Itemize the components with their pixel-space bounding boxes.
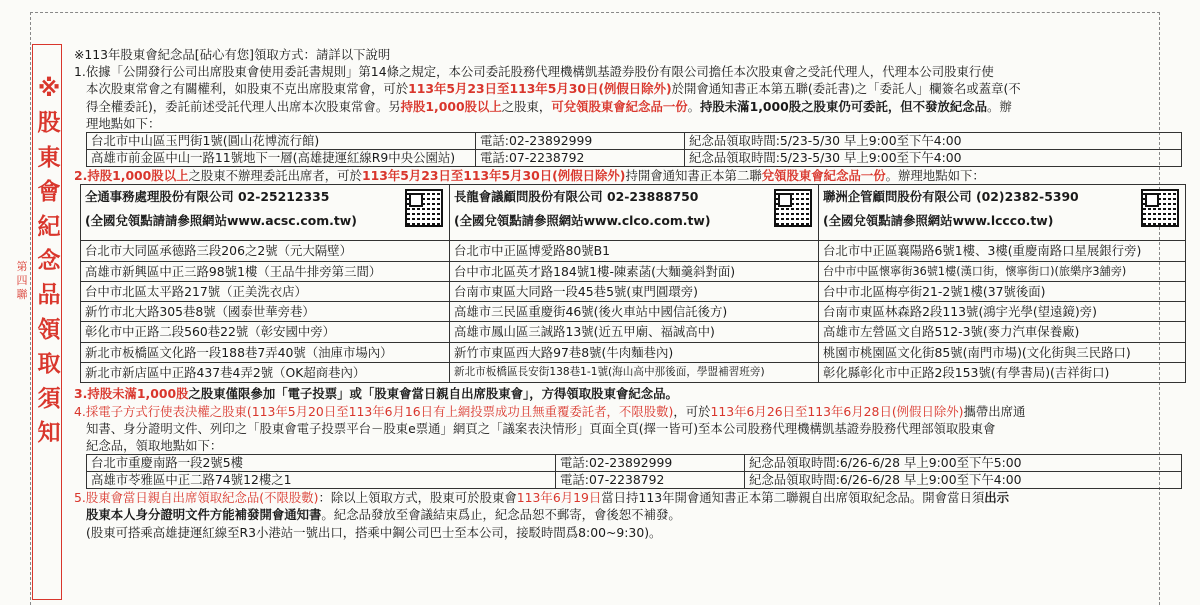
- qr-code-icon: [1141, 189, 1179, 227]
- sec2-text-b: 之股東不辦理委託出席者，可於: [188, 168, 362, 184]
- agent-address: 台南市東區大同路一段45巷5號(東門圓環旁): [450, 281, 819, 301]
- location-phone: 電話:02-23892999: [556, 455, 745, 472]
- agent-name: 長龍會議顧問股份有限公司 02-23888750: [454, 189, 699, 205]
- sec1-share-threshold: 持股1,000股以上: [400, 98, 502, 114]
- sec4-date-range: 113年6月26日至113年6月28日(例假日除外): [710, 403, 964, 419]
- sec1-text-l: 理地點如下：: [86, 115, 161, 131]
- agent-address: 台北市中正區博愛路80號B1: [450, 241, 819, 261]
- sec4-location-table: [86, 454, 1182, 489]
- location-time: 紀念品領取時間:6/26-6/28 早上9:00至下午5:00: [745, 455, 1182, 472]
- sec2-threshold: 2.持股1,000股以上: [74, 168, 189, 184]
- sec2-date-range: 113年5月23日至113年5月30日(例假日除外): [361, 168, 626, 184]
- sec5-bold-b: 股東本人身分證明文件方能補發開會通知書: [86, 507, 322, 523]
- agent-header: [450, 185, 819, 241]
- location-address: 高雄市苓雅區中正二路74號12樓之1: [87, 472, 556, 489]
- agent-address: 新北市板橋區文化路一段188巷7弄40號（油庫市場內）: [81, 342, 450, 362]
- sec1-location-table: [86, 132, 1182, 167]
- sec5-text-b: ：除以上領取方式，股東可於股東會: [318, 490, 517, 506]
- sidebar-title: ※股東會紀念品領取須知: [37, 76, 61, 447]
- table-row: [81, 342, 1186, 362]
- agent-address: 台中市北區太平路217號（正美洗衣店）: [81, 281, 450, 301]
- agent-address: 新北市新店區中正路437巷4弄2號（OK超商巷內）: [81, 363, 450, 383]
- table-row: [87, 455, 1182, 472]
- perforation-left: [30, 12, 31, 605]
- agent-header-row: [81, 185, 1186, 241]
- table-row: [81, 302, 1186, 322]
- table-row: [81, 363, 1186, 383]
- sec5-date: 113年6月19日: [516, 490, 602, 506]
- table-row: [81, 241, 1186, 261]
- sec4-text-f: 紀念品，領取地點如下：: [86, 437, 223, 453]
- sec3-text-b: 之股東僅限參加「電子投票」或「股東會當日親自出席股東會」，方得領取股東會紀念品。: [188, 386, 678, 402]
- sec5-transport-note: (股東可搭乘高雄捷運紅線至R3小港站一號出口，搭乘中鋼公司巴士至本公司，接駁時間爲8:00~9:30)。: [86, 524, 662, 540]
- location-phone: 電話:07-2238792: [476, 150, 685, 167]
- location-address: 高雄市前金區中山一路11號地下一層(高雄捷運紅線R9中央公園站): [87, 150, 476, 167]
- qr-code-icon: [405, 189, 443, 227]
- table-row: [87, 133, 1182, 150]
- sec1-bold-note: 持股未滿1,000股之股東仍可委託，但不發放紀念品: [700, 98, 988, 114]
- section-1: [74, 63, 1184, 80]
- sec1-text-k: 。辦: [987, 98, 1012, 114]
- sec4-text-d: 攜帶出席通: [963, 403, 1026, 419]
- agent-address: 新竹市東區西大路97巷8號(牛肉麵巷內): [450, 342, 819, 362]
- sec1-gift-note: 可兌領股東會紀念品一份: [551, 98, 688, 114]
- sec1-text-i: 。: [687, 98, 701, 114]
- agent-address: 台中市中區懷寧街36號1樓(漢口街，懷寧街口)(旅樂序3舖旁): [819, 261, 1186, 281]
- location-time: 紀念品領取時間:6/26-6/28 早上9:00至下午4:00: [745, 472, 1182, 489]
- sec1-text-b: 本次股東常會之有關權利，如股東不克出席股東常會，可於: [86, 81, 409, 97]
- section-2: [74, 167, 1184, 184]
- sec1-line-2: [74, 80, 1184, 97]
- sec5-onsite: 5.股東會當日親自出席領取紀念品(不限股數): [74, 490, 319, 506]
- agent-address: 高雄市左營區文自路512-3號(麥力汽車保養廠): [819, 322, 1186, 342]
- sec2-text-d: 持開會通知書正本第二聯: [625, 168, 762, 184]
- location-address: 台北市中山區玉門街1號(圓山花博流行館): [87, 133, 476, 150]
- section-4: [74, 403, 1184, 420]
- sec1-date-range: 113年5月23日至113年5月30日(例假日除外): [408, 81, 672, 97]
- location-time: 紀念品領取時間:5/23-5/30 早上9:00至下午4:00: [685, 133, 1182, 150]
- section-5: [74, 489, 1184, 506]
- sec5-line-2: [74, 506, 1184, 523]
- sec1-text-d: 於開會通知書正本第五聯(委託書)之「委託人」欄簽名或蓋章(不: [671, 81, 1021, 97]
- location-phone: 電話:07-2238792: [556, 472, 745, 489]
- agent-address: 彰化縣彰化市中正路2段153號(有學書局)(吉祥街口): [819, 363, 1186, 383]
- table-row: [87, 472, 1182, 489]
- agent-address: 新竹市北大路305巷8號（國泰世華旁巷）: [81, 302, 450, 322]
- agent-address: 台中市北區梅亭街21-2號1樓(37號後面): [819, 281, 1186, 301]
- agent-address: 台南市東區林森路2段113號(鴻宇光學(望遠鏡)旁): [819, 302, 1186, 322]
- perforation-top: [30, 12, 1160, 13]
- sec3-threshold: 3.持股未滿1,000股: [74, 386, 189, 402]
- table-row: [81, 261, 1186, 281]
- sec5-text-d: 當日持113年開會通知書正本第二聯親自出席領取紀念品。開會當日須: [601, 490, 985, 506]
- location-phone: 電話:02-23892999: [476, 133, 685, 150]
- sec5-text-g: 。紀念品發放至會議結束爲止，紀念品恕不郵寄，會後恕不補發。: [321, 507, 681, 523]
- agent-address: 高雄市鳳山區三誠路13號(近五甲廟、福誠高中): [450, 322, 819, 342]
- table-row: [81, 281, 1186, 301]
- notice-body: [74, 46, 1184, 541]
- agent-header: [819, 185, 1186, 241]
- sec4-text-e: 知書、身分證明文件、列印之「股東會電子投票平台－股東e票通」網頁之「議案表決情形」頁面全頁(擇一皆可)至本公司股務代理機構凱基證券股務代理部領取股東會: [86, 420, 996, 436]
- agent-address: 台北市大同區承德路三段206之2號（元大隔壁）: [81, 241, 450, 261]
- sec2-text-f: 。辦理地點如下：: [885, 168, 985, 184]
- sec1-line-3: [74, 98, 1184, 115]
- stub-label: 第四聯: [16, 260, 28, 301]
- sec1-text-a: 1.依據「公開發行公司出席股東會使用委託書規則」第14條之規定，本公司委託股務代理機構凱基證券股份有限公司擔任本次股東會之受託代理人，代理本公司股東行使: [74, 64, 994, 80]
- agent-header: [81, 185, 450, 241]
- agent-address: 台中市北區英才路184號1樓-陳素菡(大麵羹斜對面): [450, 261, 819, 281]
- location-time: 紀念品領取時間:5/23-5/30 早上9:00至下午4:00: [685, 150, 1182, 167]
- qr-code-icon: [774, 189, 812, 227]
- agent-website-note: (全國兌領點請請參照網站www.acsc.com.tw): [85, 213, 357, 229]
- table-row: [81, 322, 1186, 342]
- sec2-gift-note: 兌領股東會紀念品一份: [761, 168, 886, 184]
- section-3: [74, 385, 1184, 402]
- notice-header: ※113年股東會紀念品[砧心有您]領取方式：請詳以下說明: [74, 47, 391, 62]
- agent-name: 全通事務處理股份有限公司 02-25212335: [85, 189, 330, 205]
- agent-website-note: (全國兌領點請參照網站www.clco.com.tw): [454, 213, 711, 229]
- agent-address: 台北市中正區襄陽路6號1樓、3樓(重慶南路口星展銀行旁): [819, 241, 1186, 261]
- agent-website-note: (全國兌領點請參照網站www.lccco.tw): [823, 213, 1054, 229]
- sec1-text-e: 得全權委託)，委託前述受託代理人出席本次股東常會。另: [86, 98, 401, 114]
- agent-table: [80, 184, 1186, 383]
- agent-name: 聯洲企管顧問股份有限公司 (02)2382-5390: [823, 189, 1079, 205]
- sec1-text-g: 之股東，: [501, 98, 552, 114]
- sec5-bold-a: 出示: [984, 490, 1010, 506]
- agent-address: 高雄市三民區重慶街46號(後火車站中國信託後方): [450, 302, 819, 322]
- agent-address: 新北市板橋區長安街138巷1-1號(海山高中那後面，學盟補習班旁): [450, 363, 819, 383]
- table-row: [87, 150, 1182, 167]
- agent-address: 桃園市桃園區文化街85號(南門市場)(文化街與三民路口): [819, 342, 1186, 362]
- location-address: 台北市重慶南路一段2號5樓: [87, 455, 556, 472]
- sec4-text-b: ，可於: [673, 403, 711, 419]
- agent-address: 高雄市新興區中正三路98號1樓（王品牛排旁第三間）: [81, 261, 450, 281]
- agent-address: 彰化市中正路二段560巷22號（彰安國中旁）: [81, 322, 450, 342]
- sec4-eligibility: 4.採電子方式行使表決權之股東(113年5月20日至113年6月16日有上網投票成功且無重覆委託者，不限股數): [74, 403, 674, 419]
